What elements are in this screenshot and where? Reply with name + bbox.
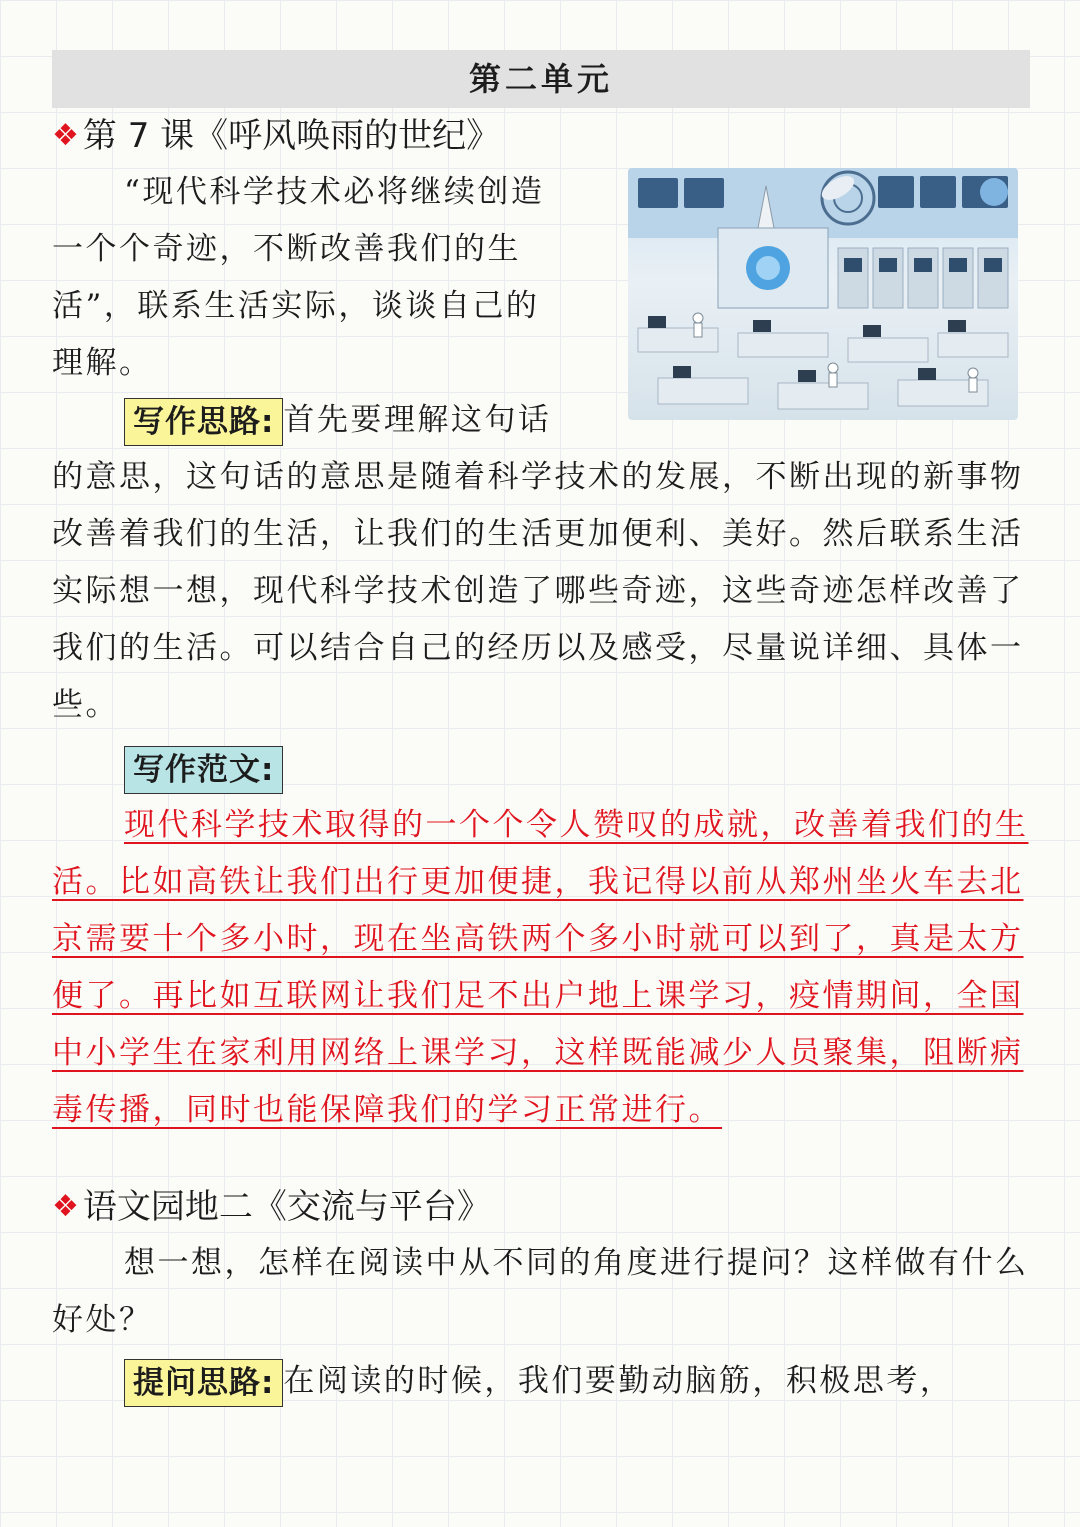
question-idea-line <box>52 1353 1030 1410</box>
science-lab-illustration <box>628 168 1018 420</box>
sample-essay-text: 现代科学技术取得的一个个令人赞叹的成就，改善着我们的生活。比如高铁让我们出行更加便捷，我记得以前从郑州坐火车去北京需要十个多小时，现在坐高铁两个多小时就可以到了，真是太方便了。再比如互联网让我们足不出户地上课学习，疫情期间，全国中小学生在家利用网络上课学习，这样既能减少人员聚集，阻断病毒传播，同时也能保障我们的学习正常进行。 <box>52 807 1029 1128</box>
garden-title-text: 语文园地二《交流与平台》 <box>82 1187 491 1227</box>
prompt-line-3: 活”，联系生活实际，谈谈自己的 <box>52 288 540 324</box>
garden-question: 想一想，怎样在阅读中从不同的角度进行提问？这样做有什么好处？ <box>52 1245 1029 1338</box>
garden-title <box>52 1179 1030 1235</box>
sample-essay-label: 写作范文: <box>124 746 283 794</box>
diamond-bullet-icon: ❖ <box>52 118 79 153</box>
prompt-line-2: 一个个奇迹，不断改善我们的生 <box>52 231 521 267</box>
lesson-title-text: 第 7 课《呼风唤雨的世纪》 <box>82 116 501 156</box>
idea-first-text: 首先要理解这句话 <box>283 402 552 438</box>
document-page <box>52 50 1030 1410</box>
lesson-intro <box>52 164 1030 449</box>
question-idea-text: 在阅读的时候，我们要勤动脑筋，积极思考， <box>283 1363 954 1399</box>
unit-header: 第二单元 <box>52 50 1030 108</box>
question-idea-label: 提问思路: <box>124 1359 283 1407</box>
diamond-bullet-icon: ❖ <box>52 1189 79 1224</box>
lab-illustration-icon <box>628 168 1018 420</box>
idea-first-line <box>52 392 612 449</box>
writing-idea-text: 的意思，这句话的意思是随着科学技术的发展，不断出现的新事物改善着我们的生活，让我们的生活更加便利、美好。然后联系生活实际想一想，现代科学技术创造了哪些奇迹，这些奇迹怎样改善了我们的生活。可以结合自己的经历以及感受，尽量说详细、具体一些。 <box>52 459 1024 723</box>
sample-essay <box>52 797 1030 1139</box>
prompt-line-4: 理解。 <box>52 345 153 381</box>
prompt-line-1: “现代科学技术必将继续创造 <box>124 174 545 210</box>
writing-idea-label: 写作思路: <box>124 398 283 446</box>
prompt-block <box>52 164 612 449</box>
lesson-title <box>52 108 1030 164</box>
sample-label-line <box>52 740 1030 797</box>
